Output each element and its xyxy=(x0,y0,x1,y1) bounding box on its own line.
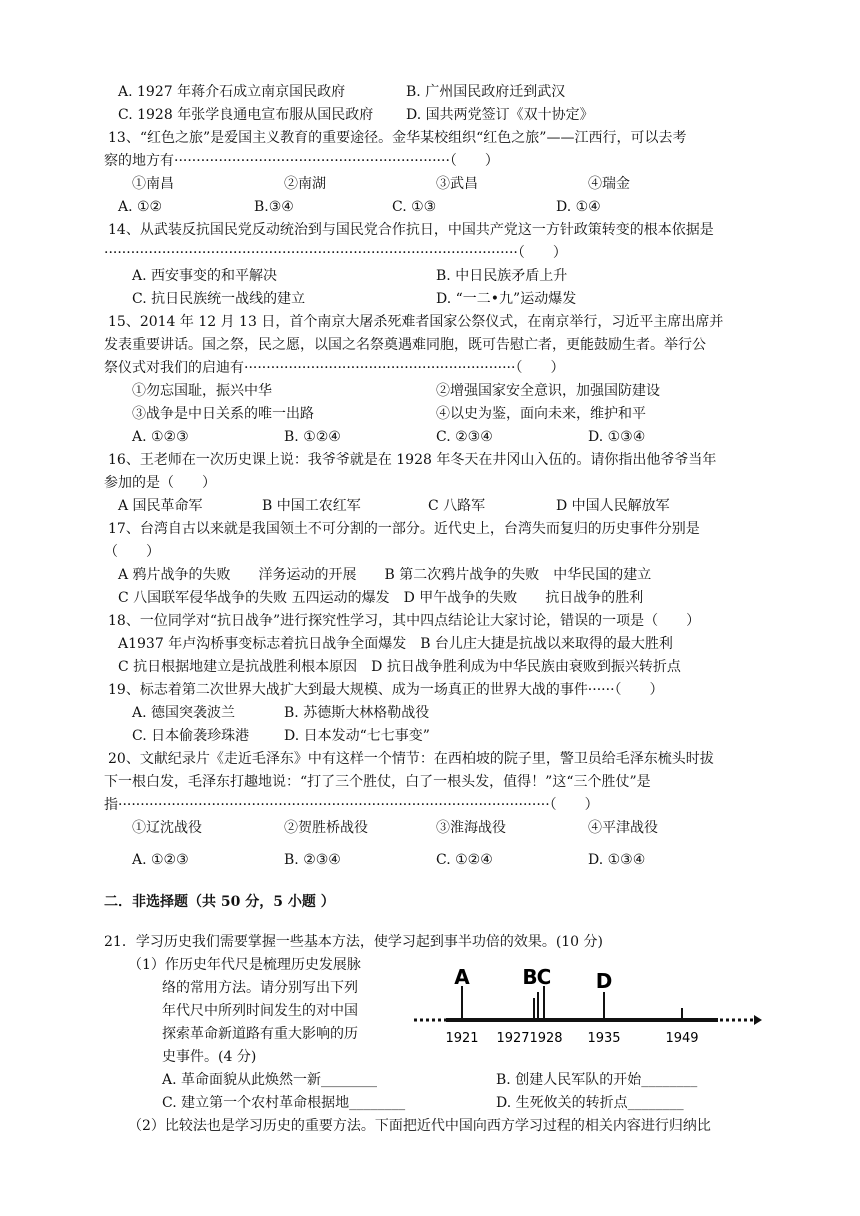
q13-option-d: D. ①④ xyxy=(556,199,601,215)
q14-option-b: B. 中日民族矛盾上升 xyxy=(436,268,568,284)
q20-item-3: ③淮海战役 xyxy=(436,820,506,836)
timeline-label-d: D xyxy=(595,969,613,993)
q13-item-2: ②南湖 xyxy=(284,176,326,192)
q21-option-d: D. 生死攸关的转折点________ xyxy=(496,1095,684,1111)
timeline-year-1949: 1949 xyxy=(665,1031,699,1046)
q17-options-row1: A 鸦片战争的失败 洋务运动的开展 B 第二次鸦片战争的失败 中华民国的建立 xyxy=(118,567,652,583)
q16-option-a: A 国民革命军 xyxy=(118,498,203,514)
timeline-year-1935: 1935 xyxy=(587,1031,621,1046)
q21-part2: （2）比较法也是学习历史的重要方法。下面把近代中国向西方学习过程的相关内容进行归纳比 xyxy=(128,1118,711,1134)
q13-stem-line1: 13、“红色之旅”是爱国主义教育的重要途径。金华某校组织“红色之旅”——江西行，可以去考 xyxy=(108,130,687,146)
q21-option-b: B. 创建人民军队的开始________ xyxy=(496,1072,698,1088)
q14-stem-line1: 14、从武装反抗国民党反动统治到与国民党合作抗日，中国共产党这一方针政策转变的根本依据是 xyxy=(108,222,714,238)
q15-option-c: C. ②③④ xyxy=(436,429,493,445)
timeline-label-c: C xyxy=(536,965,552,989)
timeline-mark-d xyxy=(596,969,613,1020)
timeline-arrow-icon xyxy=(754,1015,762,1025)
timeline-year-1927: 1927 xyxy=(496,1031,530,1046)
q20-option-a: A. ①②③ xyxy=(132,852,189,868)
timeline-label-a: A xyxy=(454,965,470,989)
year-timeline xyxy=(408,932,768,1052)
q17-stem-line2: （ ） xyxy=(104,544,160,560)
timeline-label-b: B xyxy=(522,965,538,989)
q21-part1-line4: 探索革命新道路有重大影响的历 xyxy=(162,1026,358,1042)
q12-option-c: C. 1928 年张学良通电宣布服从国民政府 xyxy=(118,107,374,123)
q17-options-row2: C 八国联军侵华战争的失败 五四运动的爆发 D 甲午战争的失败 抗日战争的胜利 xyxy=(118,590,644,606)
q12-option-b: B. 广州国民政府迁到武汉 xyxy=(406,84,566,100)
q16-option-d: D 中国人民解放军 xyxy=(556,498,670,514)
q12-option-d: D. 国共两党签订《双十协定》 xyxy=(406,107,594,123)
q15-option-d: D. ①③④ xyxy=(588,429,646,445)
q21-part1-line5: 史事件。(4 分) xyxy=(162,1049,257,1065)
q18-options-row1: A1937 年卢沟桥事变标志着抗日战争全面爆发 B 台儿庄大捷是抗战以来取得的最大胜利 xyxy=(118,636,673,652)
q17-stem-line1: 17、台湾自古以来就是我国领土不可分割的一部分。近代史上，台湾失而复归的历史事件分别是 xyxy=(108,521,700,537)
timeline-mark-c xyxy=(537,965,552,1020)
timeline-mark-a xyxy=(454,965,470,1020)
q15-stem-line3: 祭仪式对我们的启迪有·····························································（ ） xyxy=(104,360,565,376)
q21-option-a: A. 革命面貌从此焕然一新________ xyxy=(162,1072,378,1088)
section-2-title: 二．非选择题（共 50 分，5 小题 ） xyxy=(104,894,335,910)
q21-part1-line3: 年代尺中所列时间发生的对中国 xyxy=(162,1003,358,1019)
q13-option-b: B.③④ xyxy=(254,199,294,215)
q19-option-b: B. 苏德斯大林格勒战役 xyxy=(284,705,430,721)
q18-stem: 18、一位同学对“抗日战争”进行探究性学习，其中四点结论让大家讨论，错误的一项是（ ） xyxy=(108,613,701,629)
q13-item-3: ③武昌 xyxy=(436,176,478,192)
timeline-mark-b xyxy=(522,965,537,1020)
q14-option-c: C. 抗日民族统一战线的建立 xyxy=(132,291,306,307)
q21-part1-line1: （1）作历史年代尺是梳理历史发展脉 xyxy=(128,957,361,973)
q19-option-a: A. 德国突袭波兰 xyxy=(132,705,236,721)
q20-item-4: ④平津战役 xyxy=(588,820,658,836)
q14-option-d: D. “一二•九”运动爆发 xyxy=(436,291,577,307)
q15-item-1: ①勿忘国耻，振兴中华 xyxy=(132,383,272,399)
q16-option-b: B 中国工农红军 xyxy=(262,498,361,514)
q20-item-2: ②贺胜桥战役 xyxy=(284,820,368,836)
q20-item-1: ①辽沈战役 xyxy=(132,820,202,836)
q15-item-2: ②增强国家安全意识，加强国防建设 xyxy=(436,383,660,399)
q21-option-c: C. 建立第一个农村革命根据地________ xyxy=(162,1095,406,1111)
q13-option-a: A. ①② xyxy=(118,199,163,215)
q15-stem-line2: 发表重要讲话。国之祭，民之愿，以国之名祭奠遇难同胞，既可告慰亡者，更能鼓励生者。举行公 xyxy=(104,337,706,353)
q13-item-4: ④瑞金 xyxy=(588,176,630,192)
q20-option-b: B. ②③④ xyxy=(284,852,341,868)
q13-option-c: C. ①③ xyxy=(392,199,437,215)
q15-option-b: B. ①②④ xyxy=(284,429,341,445)
q14-option-a: A. 西安事变的和平解决 xyxy=(132,268,278,284)
q19-stem: 19、标志着第二次世界大战扩大到最大规模、成为一场真正的世界大战的事件······（ ） xyxy=(108,682,664,698)
q16-stem-line1: 16、王老师在一次历史课上说：我爷爷就是在 1928 年冬天在井冈山入伍的。请你指出他爷爷当年 xyxy=(108,452,717,468)
q16-option-c: C 八路军 xyxy=(428,498,486,514)
timeline-year-1921: 1921 xyxy=(445,1031,479,1046)
q20-stem-line2: 下一根白发，毛泽东打趣地说：“打了三个胜仗，白了一根头发，值得！”这“三个胜仗”是 xyxy=(104,774,651,790)
q19-option-d: D. 日本发动“七七事变” xyxy=(284,728,430,744)
q15-stem-line1: 15、2014 年 12 月 13 日，首个南京大屠杀死难者国家公祭仪式，在南京举行，习近平主席出席并 xyxy=(108,314,724,330)
timeline-year-1928: 1928 xyxy=(529,1031,563,1046)
q15-item-3: ③战争是中日关系的唯一出路 xyxy=(132,406,314,422)
q20-option-d: D. ①③④ xyxy=(588,852,646,868)
q15-option-a: A. ①②③ xyxy=(132,429,189,445)
q16-stem-line2: 参加的是（ ） xyxy=(104,475,216,491)
q18-options-row2: C 抗日根据地建立是抗战胜利根本原因 D 抗日战争胜利成为中华民族由衰败到振兴转折点 xyxy=(118,659,681,675)
q13-item-1: ①南昌 xyxy=(132,176,174,192)
q15-item-4: ④以史为鉴，面向未来，维护和平 xyxy=(436,406,646,422)
q13-stem-line2: 察的地方有······························································（ ） xyxy=(104,153,499,169)
q12-option-a: A. 1927 年蒋介石成立南京国民政府 xyxy=(118,84,346,100)
q21-stem: 21．学习历史我们需要掌握一些基本方法，使学习起到事半功倍的效果。(10 分) xyxy=(104,934,604,950)
q19-option-c: C. 日本偷袭珍珠港 xyxy=(132,728,250,744)
q20-stem-line3: 指·································································································（ ） xyxy=(104,797,599,813)
q20-option-c: C. ①②④ xyxy=(436,852,493,868)
q21-part1-line2: 络的常用方法。请分别写出下列 xyxy=(162,980,358,996)
q20-stem-line1: 20、文献纪录片《走近毛泽东》中有这样一个情节：在西柏坡的院子里，警卫员给毛泽东梳头时拔 xyxy=(108,751,714,767)
q14-stem-line2: ·····························································································（ ） xyxy=(104,245,567,261)
